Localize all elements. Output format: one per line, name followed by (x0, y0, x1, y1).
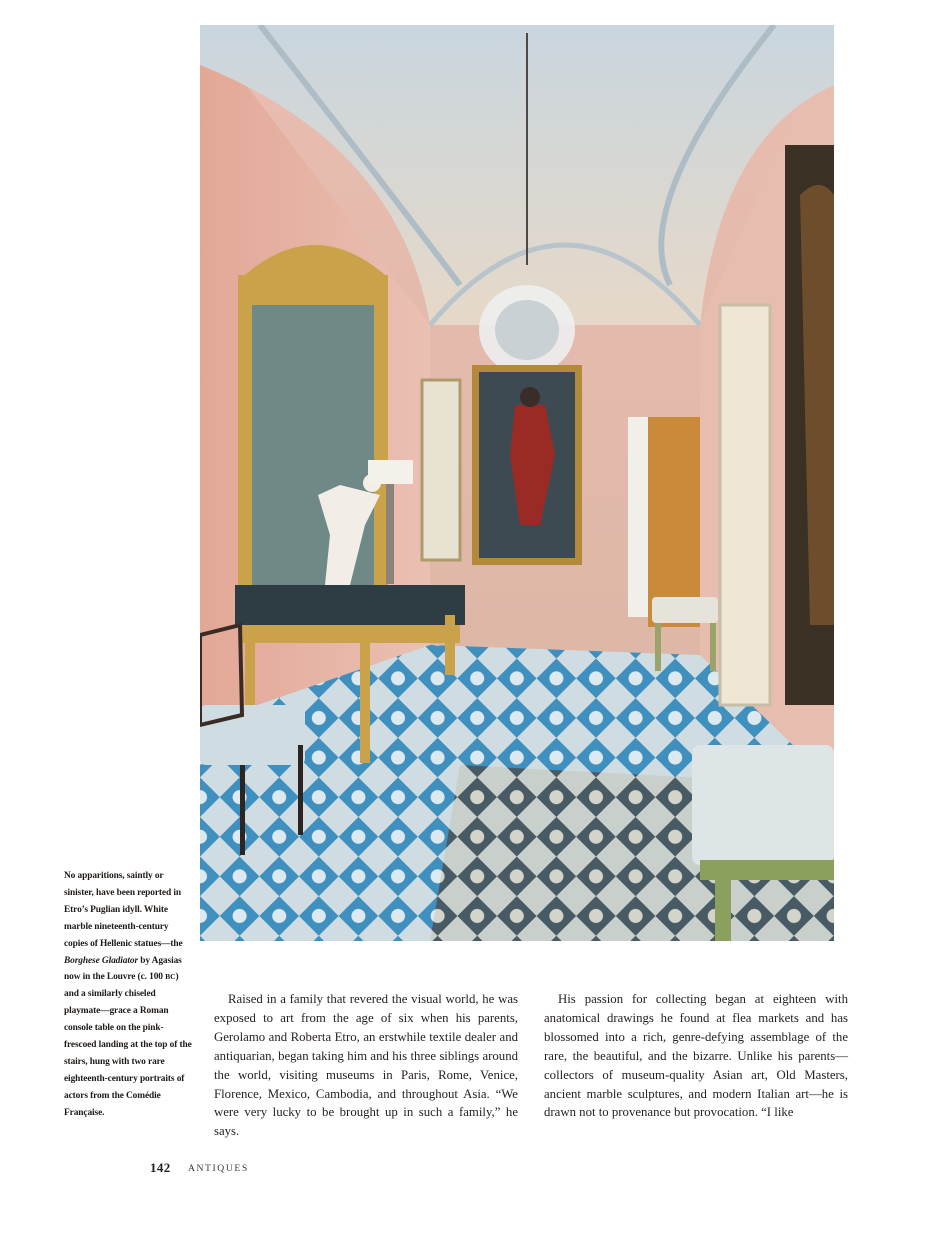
body-column-1 (214, 990, 518, 1141)
caption-artwork-title: Borghese Gladiator (64, 955, 138, 966)
body-paragraph-1: Raised in a family that revered the visual world, he was exposed to art from the age of six when his parents, Gerolamo and Roberta Etro, an erstwhile textile dealer and antiquarian, began taking him and his three siblings around the world, visiting museums in Paris, Rome, Venice, Florence, Mexico, Cambodia, and throughout Asia. “We were very lucky to be brought up in such a family,” he says. (214, 992, 518, 1139)
caption-text-1: No apparitions, saintly or sinister, have been reported in Etro’s Puglian idyll. White marble nineteenth-century copies of Hellenic statues—the (64, 871, 183, 949)
caption-text-3: ) and a similarly chiseled playmate—grace a Roman console table on the pink-frescoed landing at the top of the stairs, hung with two rare eighteenth-century portraits of actors from the Comédie Française. (64, 972, 192, 1118)
caption-text-2: by Agasias now in the Louvre (c. 100 (64, 955, 182, 983)
body-column-2 (544, 990, 848, 1122)
page-number: 142 (150, 1160, 171, 1175)
caption-era-abbrev: BC (165, 972, 176, 982)
interior-photo (200, 25, 834, 941)
section-name: ANTIQUES (188, 1163, 249, 1174)
body-paragraph-2: His passion for collecting began at eighteen with anatomical drawings he found at flea markets and has blossomed into a rich, genre-defying assemblage of the rare, the beautiful, and the bizarre. Unlike his parents—collectors of museum-quality Asian art, Old Masters, ancient marble sculptures, and modern Italian art—he is drawn not to provenance but provocation. “I like (544, 992, 848, 1120)
photo-caption (64, 868, 194, 1122)
